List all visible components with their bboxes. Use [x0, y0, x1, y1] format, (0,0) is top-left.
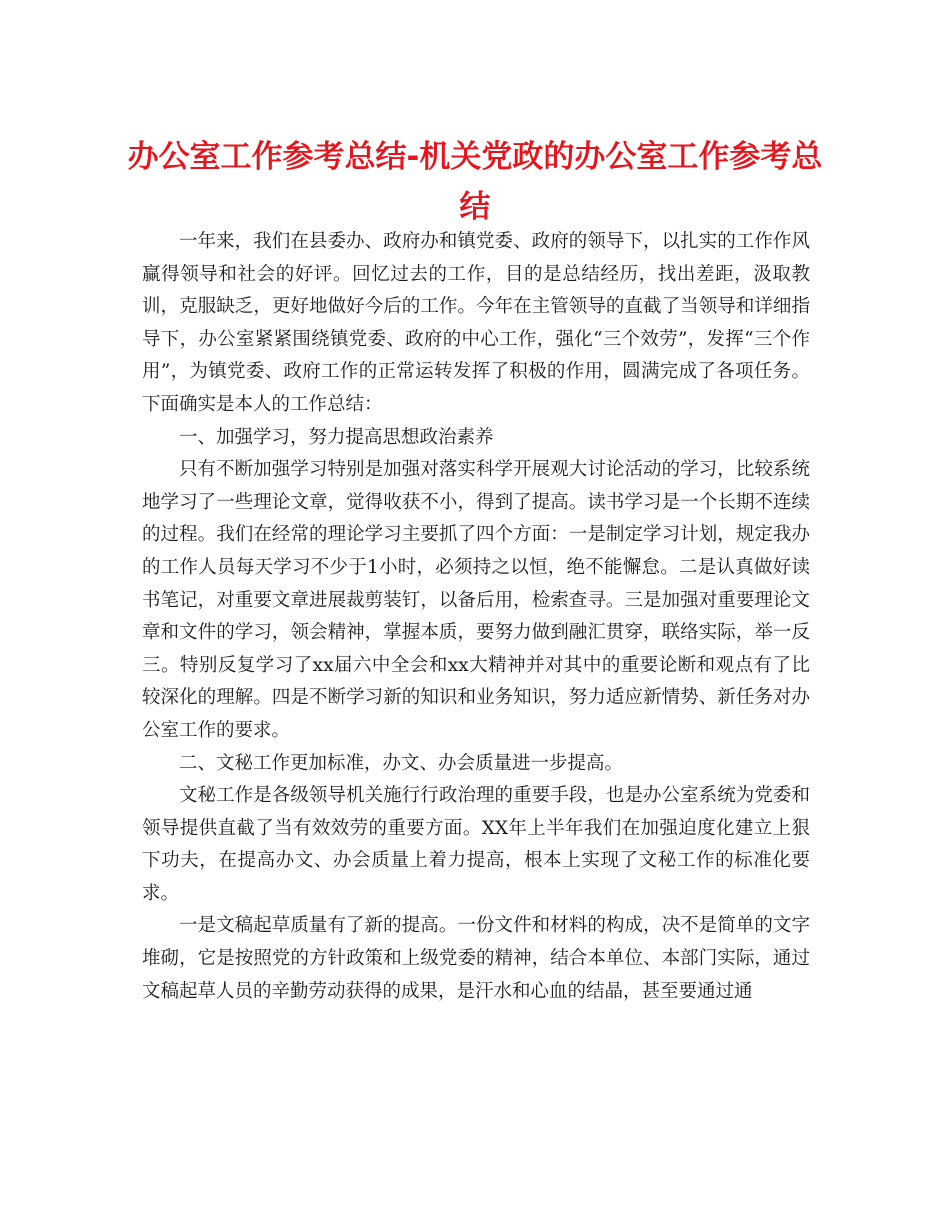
paragraph-secretarial: 文秘工作是各级领导机关施行行政治理的重要手段，也是办公室系统为党委和领导提供直截了当有效效劳的重要方面。XX年上半年我们在加强迫度化建立上狠下功夫，在提高办文、办会质量上着力提高，根本上实现了文秘工作的标准化要求。 — [142, 785, 810, 904]
paragraph-intro: 一年来，我们在县委办、政府办和镇党委、政府的领导下，以扎实的工作作风赢得领导和社会的好评。回忆过去的工作，目的是总结经历，找出差距，汲取教训，克服缺乏，更好地做好今后的工作。今年在主管领导的直截了当领导和详细指导下，办公室紧紧围绕镇党委、政府的中心工作，强化“三个效劳”，发挥“三个作用”，为镇党委、政府工作的正常运转发挥了积极的作用，圆满完成了各项任务。下面确实是本人的工作总结： — [142, 231, 810, 415]
section-heading-1: 一、加强学习，努力提高思想政治素养 — [179, 426, 494, 448]
paragraph-study: 只有不断加强学习特别是加强对落实科学开展观大讨论活动的学习，比较系统地学习了一些理论文章，觉得收获不小，得到了提高。读书学习是一个长期不连续的过程。我们在经常的理论学习主要抓了四个方面：一是制定学习计划，规定我办的工作人员每天学习不少于1小时，必须持之以恒，绝不能懈怠。二是认真做好读书笔记，对重要文章进展裁剪装钉，以备后用，检索查寻。三是加强对重要理论文章和文件的学习，领会精神，掌握本质，要努力做到融汇贯穿，联络实际，举一反三。特别反复学习了xx届六中全会和xx大精神并对其中的重要论断和观点有了比较深化的理解。四是不断学习新的知识和业务知识，努力适应新情势、新任务对办公室工作的要求。 — [142, 459, 810, 741]
document-body — [142, 226, 810, 1008]
document-title: 办公室工作参考总结-机关党政的办公室工作参考总结 — [127, 139, 823, 225]
paragraph-drafting: 一是文稿起草质量有了新的提高。一份文件和材料的构成，决不是简单的文字堆砌，它是按照党的方针政策和上级党委的精神，结合本单位、本部门实际，通过文稿起草人员的辛勤劳动获得的成果，是汗水和心血的结晶，甚至要通过通 — [142, 915, 810, 1002]
section-heading-2: 二、文秘工作更加标准，办文、办会质量进一步提高。 — [179, 752, 624, 774]
